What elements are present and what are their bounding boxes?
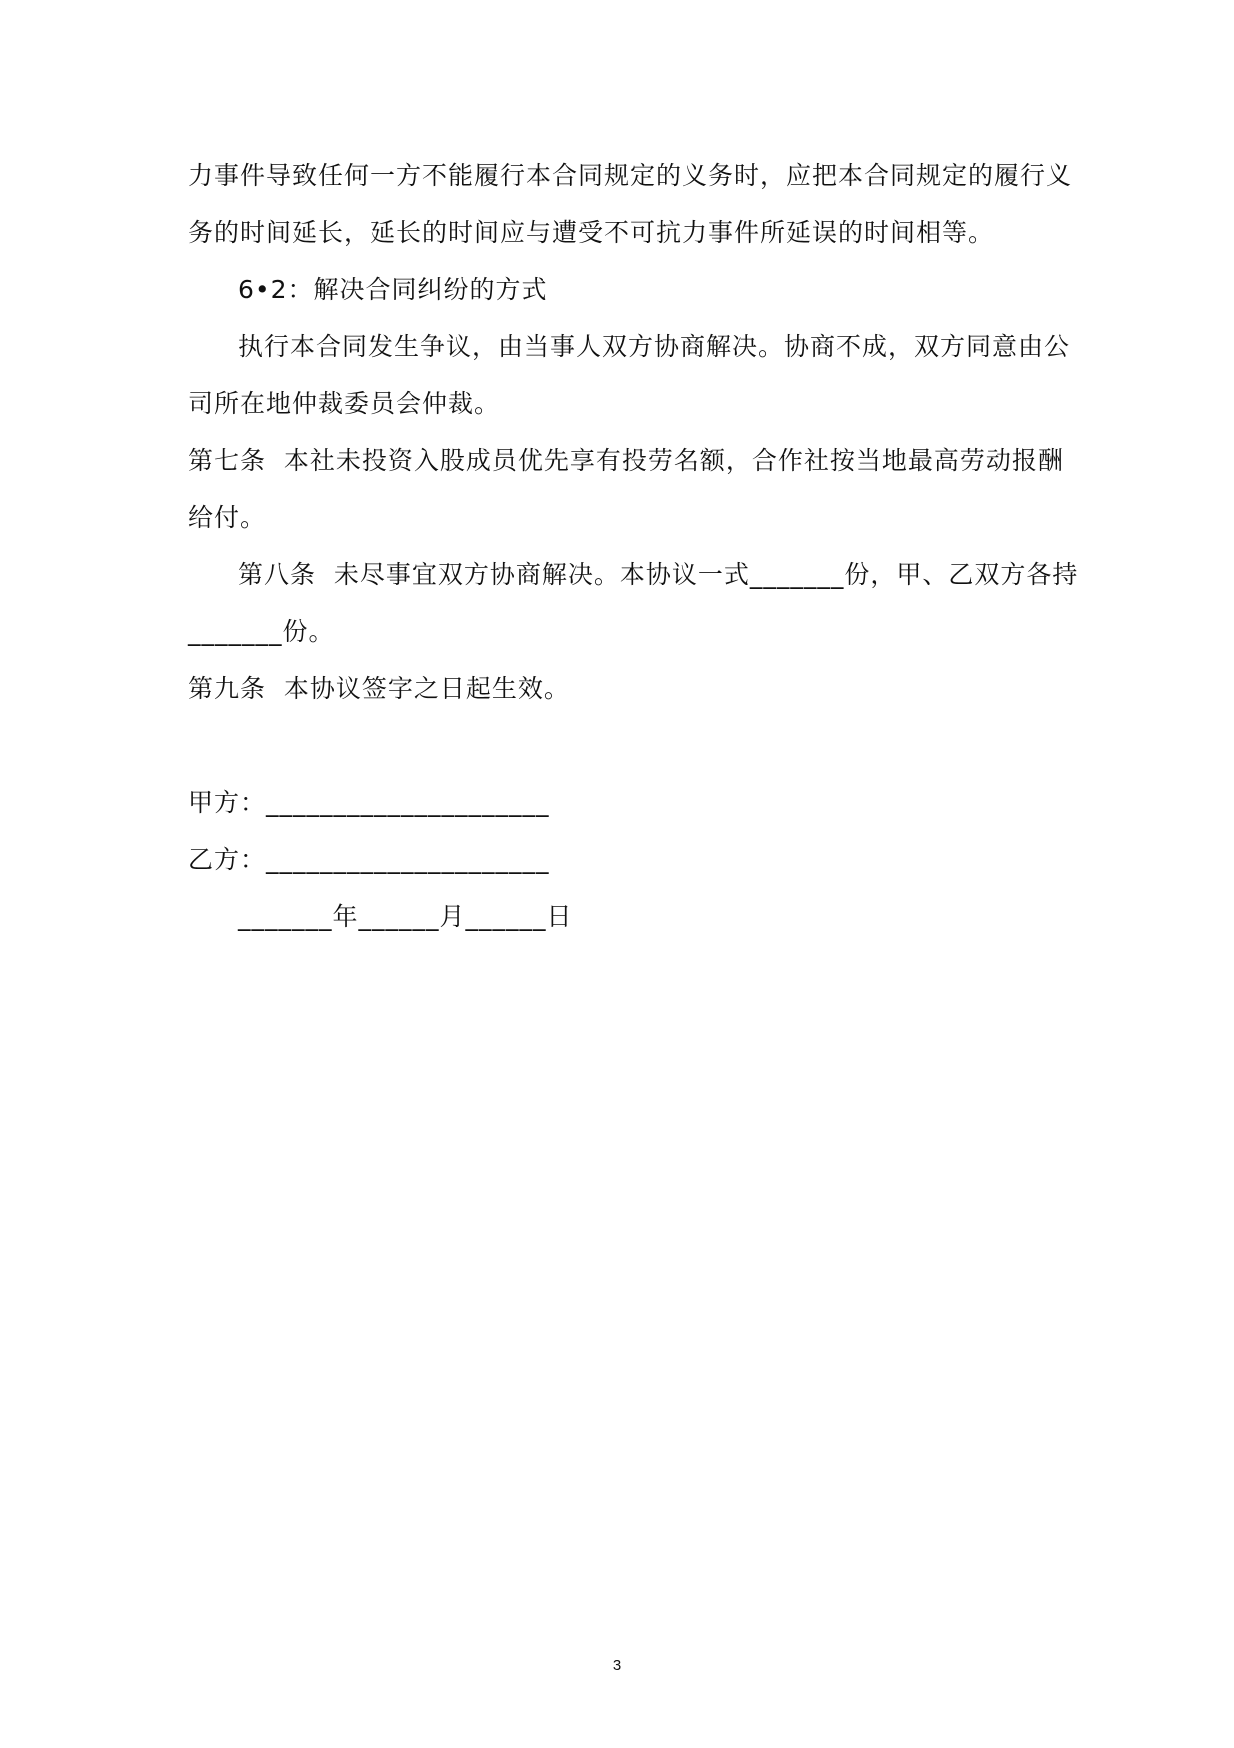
paragraph-line: 司所在地仲裁委员会仲裁。: [188, 389, 501, 418]
party-b-signature-field: 乙方：_____________________: [188, 845, 550, 874]
signature-date-field: _______年______月______日: [238, 902, 573, 931]
paragraph-line: 执行本合同发生争议，由当事人双方协商解决。协商不成，双方同意由公: [238, 332, 1071, 361]
article-eight-line: _______份。: [188, 617, 335, 646]
paragraph-line: 力事件导致任何一方不能履行本合同规定的义务时，应把本合同规定的履行义: [188, 161, 1073, 190]
article-nine-line: 第九条 本协议签字之日起生效。: [188, 674, 570, 703]
paragraph-line: 务的时间延长，延长的时间应与遭受不可抗力事件所延误的时间相等。: [188, 218, 995, 247]
section-heading: 6•2：解决合同纠纷的方式: [238, 275, 548, 304]
party-a-signature-field: 甲方：_____________________: [188, 788, 550, 817]
article-seven-line: 第七条 本社未投资入股成员优先享有投劳名额，合作社按当地最高劳动报酬: [188, 446, 1064, 475]
article-eight-line: 第八条 未尽事宜双方协商解决。本协议一式_______份，甲、乙双方各持: [238, 560, 1079, 589]
article-seven-line: 给付。: [188, 503, 267, 532]
page-number: 3: [612, 1657, 622, 1674]
